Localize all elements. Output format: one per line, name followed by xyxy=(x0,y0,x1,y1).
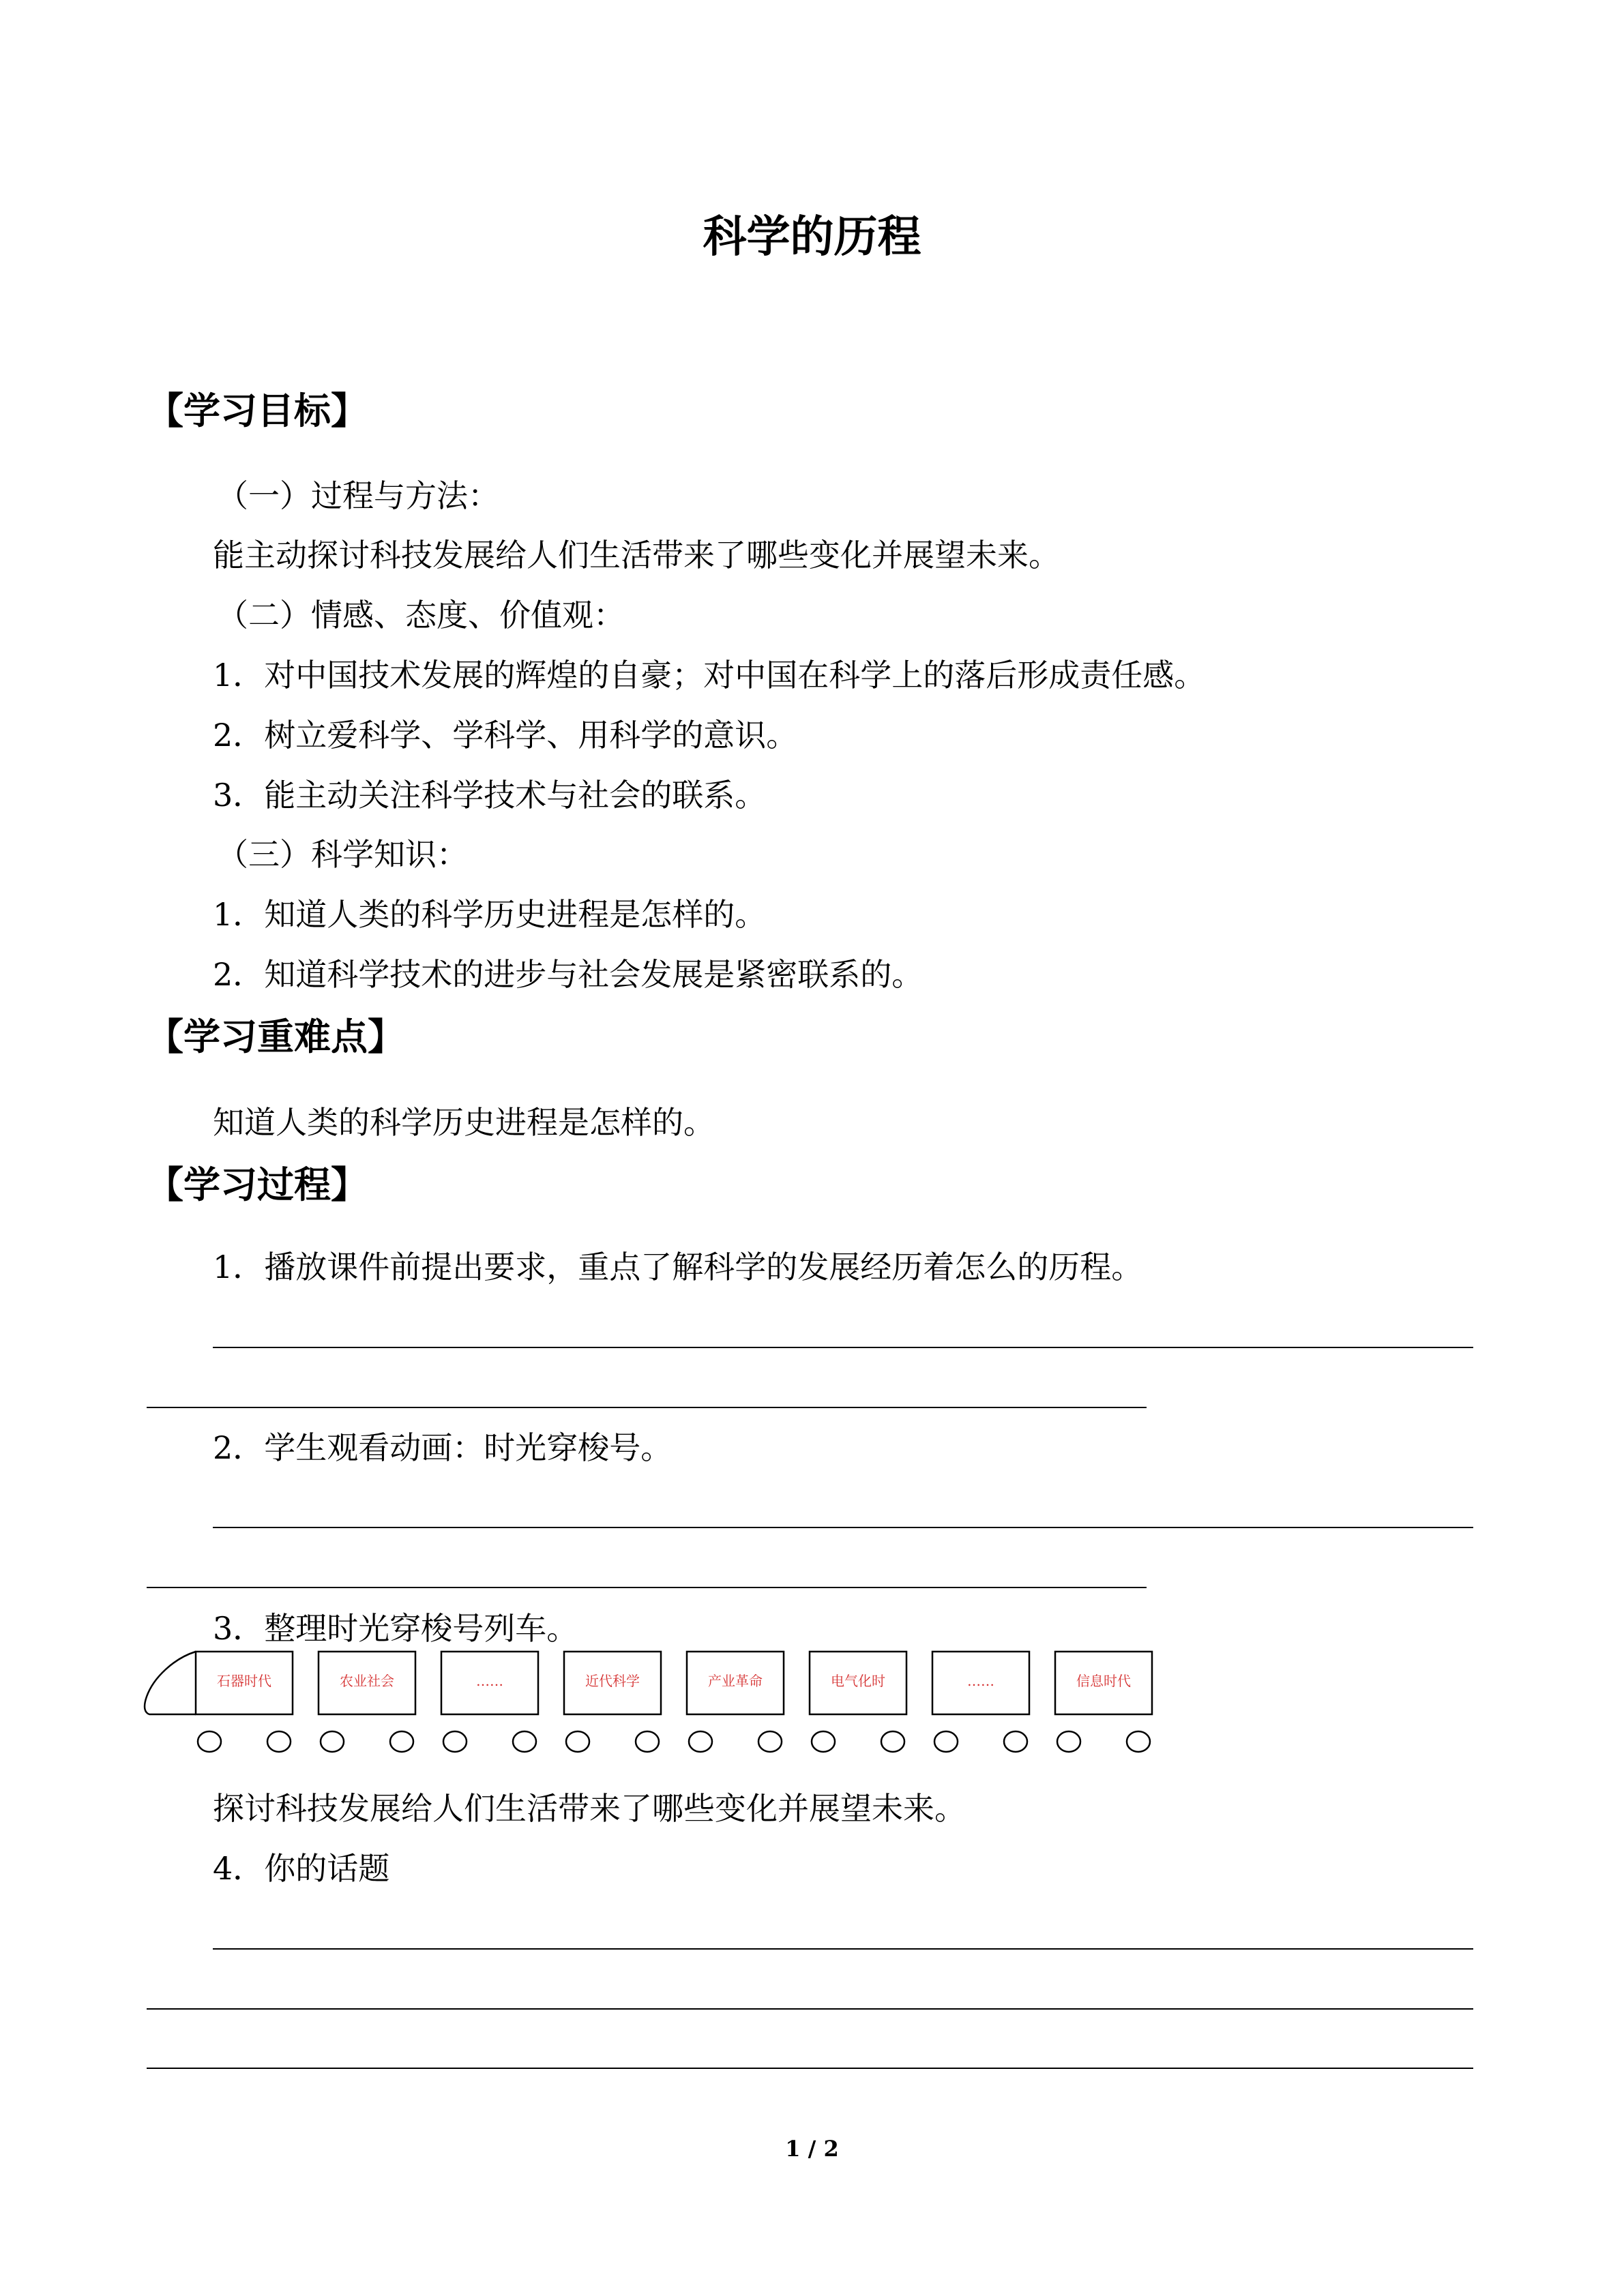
objectives-knowledge-item-2: 2．知道科学技术的进步与社会发展是紧密联系的。 xyxy=(213,956,924,993)
objectives-process-text: 能主动探讨科技发展给人们生活带来了哪些变化并展望未来。 xyxy=(213,537,1060,573)
page-number: 1 / 2 xyxy=(785,2136,839,2162)
answer-line[interactable] xyxy=(213,1527,1473,1528)
answer-line[interactable] xyxy=(213,1347,1473,1348)
train-wheel xyxy=(758,1731,782,1752)
key-points-text: 知道人类的科学历史进程是怎样的。 xyxy=(213,1104,715,1141)
process-step-1: 1．播放课件前提出要求，重点了解科学的发展经历着怎么的历程。 xyxy=(213,1249,1143,1285)
answer-line[interactable] xyxy=(147,1407,1147,1408)
train-wheel xyxy=(934,1731,958,1752)
train-wheel xyxy=(1127,1731,1150,1752)
objectives-sub-attitude: （二）情感、态度、价值观： xyxy=(217,597,625,633)
train-car-label: 电气化时 xyxy=(831,1673,885,1689)
objectives-attitude-item-2: 2．树立爱科学、学科学、用科学的意识。 xyxy=(213,717,798,754)
train-car-label: 近代科学 xyxy=(585,1673,640,1689)
time-train-diagram xyxy=(140,1643,1163,1766)
answer-line[interactable] xyxy=(213,1948,1473,1950)
train-wheel xyxy=(513,1731,536,1752)
answer-line[interactable] xyxy=(147,1587,1147,1588)
train-wheel xyxy=(390,1731,413,1752)
train-car-label: …… xyxy=(476,1673,503,1689)
objectives-sub-process: （一）过程与方法： xyxy=(217,477,499,514)
train-car-label: 信息时代 xyxy=(1076,1673,1131,1689)
train-wheel xyxy=(267,1731,291,1752)
train-car-label: 产业革命 xyxy=(708,1673,763,1689)
process-step-4: 4．你的话题 xyxy=(213,1850,390,1887)
objectives-attitude-item-3: 3．能主动关注科学技术与社会的联系。 xyxy=(213,777,767,814)
answer-line[interactable] xyxy=(147,2068,1473,2069)
train-wheel xyxy=(636,1731,659,1752)
train-wheel xyxy=(1057,1731,1080,1752)
train-car-label: …… xyxy=(967,1673,994,1689)
answer-line[interactable] xyxy=(147,2008,1473,2010)
process-step-3: 3．整理时光穿梭号列车。 xyxy=(213,1610,578,1647)
train-engine-nose xyxy=(145,1652,196,1714)
train-wheel xyxy=(1004,1731,1027,1752)
train-wheel xyxy=(566,1731,589,1752)
key-points-heading: 【学习重难点】 xyxy=(147,1015,404,1058)
train-car-label: 石器时代 xyxy=(217,1673,271,1689)
page-title: 科学的历程 xyxy=(703,212,921,263)
train-wheel xyxy=(881,1731,904,1752)
train-wheel xyxy=(443,1731,467,1752)
train-discussion-prompt: 探讨科技发展给人们生活带来了哪些变化并展望未来。 xyxy=(213,1790,966,1827)
objectives-knowledge-item-1: 1．知道人类的科学历史进程是怎样的。 xyxy=(213,896,767,933)
train-wheel xyxy=(689,1731,712,1752)
train-wheel xyxy=(321,1731,344,1752)
objectives-sub-knowledge: （三）科学知识： xyxy=(217,836,468,873)
train-wheel xyxy=(812,1731,835,1752)
objectives-attitude-item-1: 1．对中国技术发展的辉煌的自豪；对中国在科学上的落后形成责任感。 xyxy=(213,657,1206,694)
train-car-label: 农业社会 xyxy=(340,1673,394,1689)
objectives-heading: 【学习目标】 xyxy=(147,389,368,432)
train-wheel xyxy=(198,1731,221,1752)
process-heading: 【学习过程】 xyxy=(147,1163,368,1206)
process-step-2: 2．学生观看动画：时光穿梭号。 xyxy=(213,1429,673,1466)
